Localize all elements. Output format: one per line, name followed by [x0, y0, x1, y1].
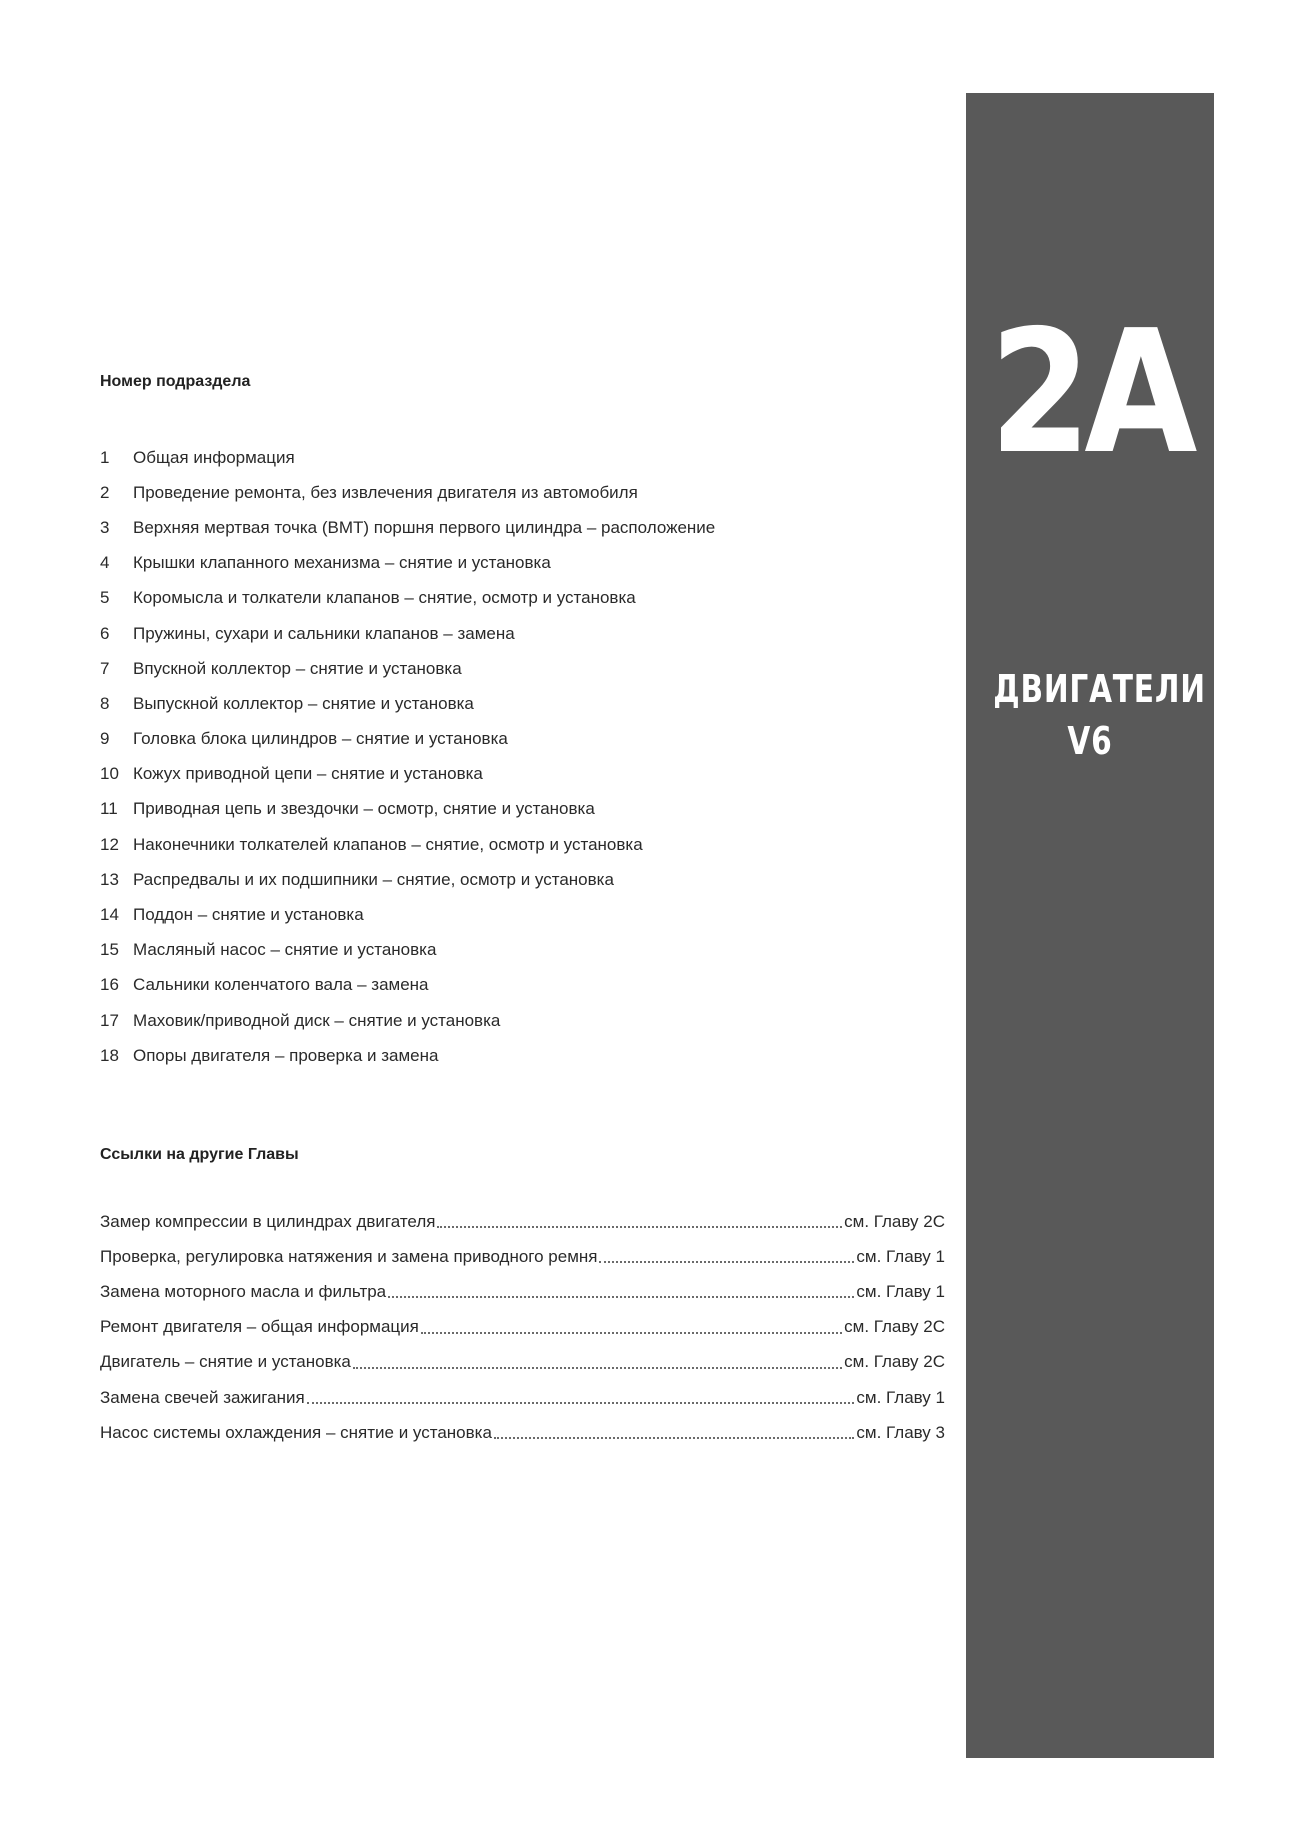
chapter-title-line-1: ДВИГАТЕЛИ — [993, 667, 1206, 711]
item-number: 17 — [100, 1010, 119, 1030]
reference-page: см. Главу 1 — [856, 1281, 945, 1301]
chapter-sidebar — [966, 93, 1214, 1758]
item-text: Проведение ремонта, без извлечения двигателя из автомобиля — [133, 482, 638, 502]
item-number: 5 — [100, 588, 110, 608]
item-text: Общая информация — [133, 447, 295, 467]
item-number: 16 — [100, 975, 119, 995]
item-text: Поддон – снятие и установка — [133, 905, 364, 925]
list-item — [100, 651, 880, 686]
item-text: Выпускной коллектор – снятие и установка — [133, 693, 474, 713]
item-text: Сальники коленчатого вала – замена — [133, 975, 429, 995]
reference-text: Замена свечей зажигания — [100, 1387, 305, 1407]
list-item — [100, 722, 880, 757]
item-number: 1 — [100, 447, 110, 467]
reference-text: Замена моторного масла и фильтра — [100, 1281, 387, 1301]
dot-leader — [437, 1225, 842, 1228]
reference-page: см. Главу 3 — [856, 1422, 945, 1442]
item-number: 4 — [100, 553, 110, 573]
reference-row — [100, 1345, 945, 1380]
reference-page: см. Главу 1 — [856, 1246, 945, 1266]
reference-row — [100, 1274, 945, 1309]
item-text: Опоры двигателя – проверка и замена — [133, 1045, 439, 1065]
item-number: 2 — [100, 482, 110, 502]
item-number: 18 — [100, 1045, 119, 1065]
list-item — [100, 616, 880, 651]
reference-text: Ремонт двигателя – общая информация — [100, 1317, 419, 1337]
reference-page: см. Главу 1 — [856, 1387, 945, 1407]
dot-leader — [599, 1260, 854, 1263]
list-item — [100, 1003, 880, 1038]
item-number: 6 — [100, 623, 110, 643]
item-text: Крышки клапанного механизма – снятие и установка — [133, 553, 551, 573]
reference-text: Насос системы охлаждения – снятие и установка — [100, 1422, 492, 1442]
reference-page: см. Главу 2С — [844, 1317, 945, 1337]
dot-leader — [388, 1295, 854, 1298]
item-number: 10 — [100, 764, 119, 784]
list-item — [100, 933, 880, 968]
chapter-title — [993, 663, 1206, 767]
reference-row — [100, 1380, 945, 1415]
item-number: 11 — [100, 799, 118, 819]
sections-heading: Номер подраздела — [100, 373, 251, 390]
reference-row — [100, 1415, 945, 1450]
list-item — [100, 546, 880, 581]
item-text: Масляный насос – снятие и установка — [133, 940, 437, 960]
item-text: Наконечники толкателей клапанов – снятие, осмотр и установка — [133, 834, 643, 854]
list-item — [100, 757, 880, 792]
list-item — [100, 475, 880, 510]
reference-text: Замер компрессии в цилиндрах двигателя — [100, 1211, 436, 1231]
list-item — [100, 510, 880, 545]
dot-leader — [421, 1331, 842, 1334]
reference-row — [100, 1204, 945, 1239]
reference-page: см. Главу 2С — [844, 1352, 945, 1372]
references-heading: Ссылки на другие Главы — [100, 1146, 299, 1163]
item-text: Коромысла и толкатели клапанов – снятие, осмотр и установка — [133, 588, 636, 608]
dot-leader — [353, 1366, 842, 1369]
item-number: 9 — [100, 729, 110, 749]
dot-leader — [307, 1401, 855, 1404]
sections-list — [100, 440, 880, 1073]
list-item — [100, 968, 880, 1003]
item-text: Распредвалы и их подшипники – снятие, осмотр и установка — [133, 869, 614, 889]
list-item — [100, 827, 880, 862]
list-item — [100, 862, 880, 897]
item-text: Пружины, сухари и сальники клапанов – замена — [133, 623, 515, 643]
list-item — [100, 686, 880, 721]
item-number: 3 — [100, 517, 110, 537]
item-number: 7 — [100, 658, 110, 678]
item-text: Кожух приводной цепи – снятие и установка — [133, 764, 483, 784]
reference-page: см. Главу 2С — [844, 1211, 945, 1231]
item-text: Верхняя мертвая точка (ВМТ) поршня первого цилиндра – расположение — [133, 517, 716, 537]
item-number: 8 — [100, 693, 110, 713]
list-item — [100, 581, 880, 616]
item-number: 12 — [100, 834, 119, 854]
chapter-title-line-2: V6 — [1067, 719, 1113, 763]
chapter-number: 2A — [989, 294, 1191, 492]
reference-row — [100, 1310, 945, 1345]
reference-text: Проверка, регулировка натяжения и замена приводного ремня — [100, 1246, 598, 1266]
item-text: Приводная цепь и звездочки – осмотр, снятие и установка — [133, 799, 595, 819]
list-item — [100, 1038, 880, 1073]
item-text: Впускной коллектор – снятие и установка — [133, 658, 462, 678]
item-text: Маховик/приводной диск – снятие и установка — [133, 1010, 501, 1030]
list-item — [100, 792, 880, 827]
item-number: 14 — [100, 905, 119, 925]
reference-text: Двигатель – снятие и установка — [100, 1352, 351, 1372]
item-number: 13 — [100, 869, 119, 889]
list-item — [100, 897, 880, 932]
item-number: 15 — [100, 940, 119, 960]
references-list — [100, 1204, 945, 1450]
reference-row — [100, 1239, 945, 1274]
dot-leader — [494, 1436, 854, 1439]
item-text: Головка блока цилиндров – снятие и установка — [133, 729, 508, 749]
list-item — [100, 440, 880, 475]
